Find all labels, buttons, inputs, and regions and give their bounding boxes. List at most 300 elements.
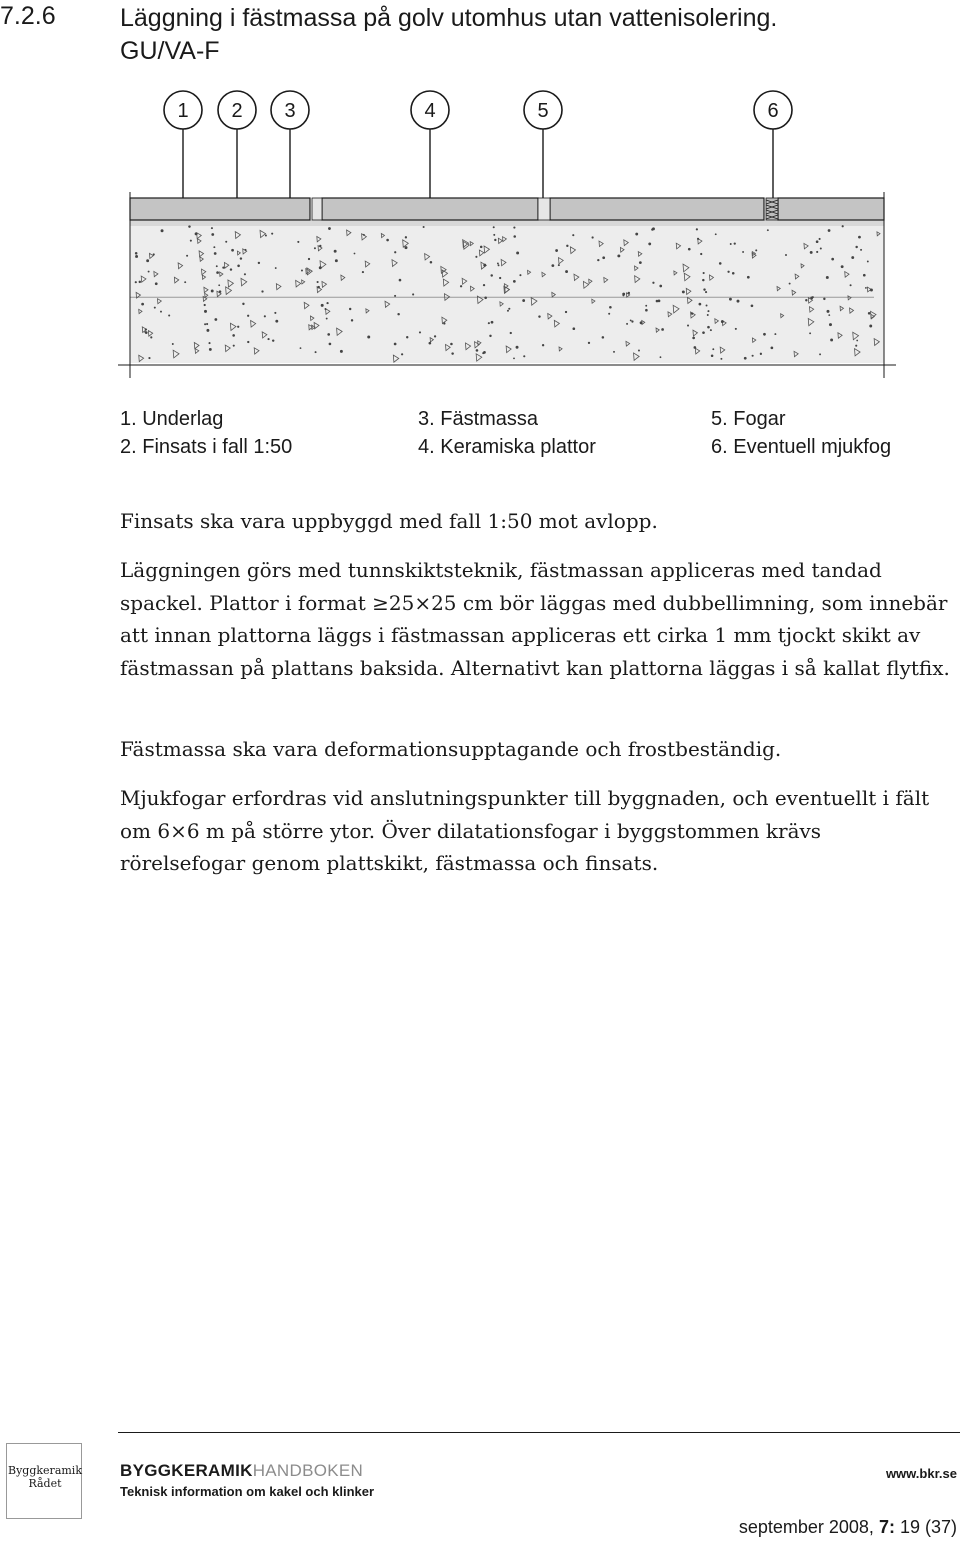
aggregate-grain bbox=[810, 251, 813, 254]
aggregate-grain bbox=[434, 335, 436, 337]
aggregate-grain bbox=[406, 336, 408, 338]
aggregate-grain bbox=[687, 325, 689, 327]
grout-joint bbox=[312, 198, 322, 220]
aggregate-grain bbox=[865, 287, 867, 289]
aggregate-grain bbox=[261, 290, 263, 292]
aggregate-grain bbox=[493, 234, 495, 236]
paragraph: Läggningen görs med tunnskiktsteknik, fästmassan appliceras med tandad spackel. Plattor i format ≥25×25 cm bör läggas med dubbellimning, som innebär att innan plattorna läggs i fästmassan appliceras ett cirka 1 mm tjockt skikt av fästmassan på plattans baksida. Alternativt kan plattorna läggas i så kallat flytfix. bbox=[120, 558, 950, 680]
aggregate-grain bbox=[727, 271, 729, 273]
aggregate-grain bbox=[734, 243, 736, 245]
aggregate-grain bbox=[744, 357, 747, 360]
aggregate-grain bbox=[730, 243, 732, 245]
aggregate-grain bbox=[490, 274, 492, 276]
aggregate-grain bbox=[510, 332, 512, 334]
aggregate-grain bbox=[523, 355, 525, 357]
aggregate-grain bbox=[737, 300, 740, 303]
section-title-line-2: GU/VA-F bbox=[120, 37, 220, 65]
aggregate-grain bbox=[565, 311, 567, 313]
aggregate-grain bbox=[609, 306, 612, 309]
aggregate-grain bbox=[829, 323, 832, 326]
page-date: september 2008, bbox=[738, 1517, 879, 1537]
aggregate-grain bbox=[216, 265, 218, 267]
callout-label: 6 bbox=[767, 100, 779, 122]
aggregate-grain bbox=[349, 308, 351, 310]
aggregate-grain bbox=[272, 339, 274, 341]
aggregate-grain bbox=[751, 304, 754, 307]
aggregate-grain bbox=[363, 234, 365, 236]
legend-item: 6. Eventuell mjukfog bbox=[711, 436, 892, 458]
aggregate-grain bbox=[816, 240, 819, 243]
aggregate-grain bbox=[694, 346, 697, 349]
aggregate-grain bbox=[161, 229, 164, 232]
aggregate-grain bbox=[264, 315, 266, 317]
aggregate-grain bbox=[613, 351, 615, 353]
aggregate-grain bbox=[135, 252, 138, 255]
aggregate-grain bbox=[656, 300, 659, 303]
aggregate-grain bbox=[204, 310, 207, 313]
aggregate-grain bbox=[522, 299, 525, 302]
callout-label: 2 bbox=[231, 100, 243, 122]
aggregate-grain bbox=[774, 333, 776, 335]
aggregate-grain bbox=[831, 258, 834, 261]
aggregate-grain bbox=[513, 357, 515, 359]
callout-label: 1 bbox=[177, 100, 189, 122]
aggregate-grain bbox=[334, 250, 337, 253]
aggregate-grain bbox=[691, 312, 693, 314]
aggregate-grain bbox=[211, 227, 213, 229]
paragraph: Fästmassa ska vara deformationsupptagande och frostbeständig. bbox=[120, 737, 782, 761]
aggregate-grain bbox=[858, 236, 861, 239]
aggregate-grain bbox=[538, 315, 540, 317]
aggregate-grain bbox=[443, 322, 445, 324]
aggregate-grain bbox=[222, 266, 224, 268]
aggregate-grain bbox=[211, 290, 214, 293]
aggregate-grain bbox=[868, 312, 871, 315]
website-link[interactable]: www.bkr.se bbox=[885, 1466, 957, 1481]
aggregate-grain bbox=[230, 268, 232, 270]
aggregate-grain bbox=[362, 271, 364, 273]
aggregate-grain bbox=[483, 284, 485, 286]
aggregate-grain bbox=[451, 352, 453, 354]
aggregate-grain bbox=[265, 234, 267, 236]
aggregate-grain bbox=[186, 255, 188, 257]
aggregate-grain bbox=[565, 270, 568, 273]
aggregate-grain bbox=[856, 340, 858, 342]
aggregate-grain bbox=[719, 262, 722, 265]
aggregate-grain bbox=[863, 274, 866, 277]
section-title bbox=[120, 2, 777, 68]
floor-section-diagram bbox=[0, 80, 960, 380]
aggregate-grain bbox=[204, 323, 206, 325]
callout-label: 5 bbox=[537, 100, 549, 122]
aggregate-grain bbox=[145, 328, 147, 330]
aggregate-grain bbox=[314, 247, 316, 249]
aggregate-grain bbox=[819, 238, 821, 240]
aggregate-grain bbox=[850, 284, 852, 286]
aggregate-grain bbox=[155, 282, 158, 285]
aggregate-grain bbox=[429, 342, 432, 345]
aggregate-grain bbox=[651, 228, 653, 230]
aggregate-grain bbox=[297, 241, 299, 243]
aggregate-grain bbox=[335, 259, 338, 262]
aggregate-grain bbox=[720, 358, 722, 360]
aggregate-grain bbox=[153, 253, 155, 255]
legend-item: 4. Keramiska plattor bbox=[418, 436, 596, 458]
aggregate-grain bbox=[145, 331, 148, 334]
footer-divider bbox=[118, 1432, 960, 1433]
aggregate-grain bbox=[516, 251, 519, 254]
aggregate-grain bbox=[494, 239, 496, 241]
aggregate-grain bbox=[588, 342, 590, 344]
aggregate-grain bbox=[635, 233, 638, 236]
aggregate-grain bbox=[367, 336, 370, 339]
aggregate-grain bbox=[430, 261, 433, 264]
aggregate-grain bbox=[602, 256, 605, 259]
aggregate-grain bbox=[771, 346, 774, 349]
aggregate-grain bbox=[702, 331, 705, 334]
aggregate-grain bbox=[244, 273, 246, 275]
aggregate-grain bbox=[631, 320, 633, 322]
aggregate-grain bbox=[139, 281, 141, 283]
aggregate-grain bbox=[340, 350, 343, 353]
aggregate-grain bbox=[148, 357, 150, 359]
aggregate-grain bbox=[258, 262, 260, 264]
aggregate-grain bbox=[484, 296, 487, 299]
aggregate-grain bbox=[218, 284, 220, 286]
aggregate-grain bbox=[499, 277, 501, 279]
aggregate-grain bbox=[830, 339, 833, 342]
aggregate-grain bbox=[317, 281, 319, 283]
aggregate-grain bbox=[240, 257, 242, 259]
aggregate-grain bbox=[300, 347, 302, 349]
aggregate-grain bbox=[715, 233, 717, 235]
aggregate-grain bbox=[645, 309, 648, 312]
aggregate-grain bbox=[707, 326, 710, 329]
aggregate-grain bbox=[219, 290, 222, 293]
aggregate-grain bbox=[809, 332, 811, 334]
aggregate-grain bbox=[460, 285, 462, 287]
paragraph: Finsats ska vara uppbyggd med fall 1:50 mot avlopp. bbox=[120, 509, 658, 533]
aggregate-grain bbox=[394, 251, 396, 253]
aggregate-grain bbox=[419, 331, 421, 333]
aggregate-grain bbox=[301, 269, 303, 271]
aggregate-grain bbox=[168, 314, 170, 316]
aggregate-grain bbox=[319, 266, 322, 269]
aggregate-grain bbox=[483, 264, 486, 267]
aggregate-grain bbox=[645, 305, 647, 307]
aggregate-grain bbox=[826, 276, 829, 279]
aggregate-grain bbox=[489, 335, 491, 337]
aggregate-grain bbox=[826, 310, 829, 313]
aggregate-grain bbox=[150, 336, 152, 338]
aggregate-grain bbox=[141, 303, 144, 306]
aggregate-grain bbox=[423, 226, 425, 228]
aggregate-grain bbox=[702, 279, 704, 281]
aggregate-grain bbox=[513, 235, 516, 238]
aggregate-grain bbox=[703, 272, 705, 274]
callout-label: 4 bbox=[424, 100, 436, 122]
legend-item: 3. Fästmassa bbox=[418, 408, 539, 430]
aggregate-grain bbox=[707, 310, 709, 312]
grout-joint bbox=[538, 198, 550, 220]
aggregate-grain bbox=[275, 320, 278, 323]
aggregate-grain bbox=[661, 328, 664, 331]
aggregate-grain bbox=[711, 354, 714, 357]
aggregate-grain bbox=[399, 279, 402, 282]
page-chapter: 7: bbox=[878, 1517, 895, 1537]
aggregate-grain bbox=[208, 342, 210, 344]
aggregate-grain bbox=[805, 299, 807, 301]
aggregate-grain bbox=[328, 227, 331, 230]
aggregate-grain bbox=[326, 302, 328, 304]
aggregate-grain bbox=[622, 293, 625, 296]
aggregate-grain bbox=[851, 256, 854, 259]
aggregate-grain bbox=[513, 226, 515, 228]
aggregate-grain bbox=[233, 345, 235, 347]
aggregate-grain bbox=[188, 225, 190, 227]
aggregate-grain bbox=[498, 264, 500, 266]
brand-light: HANDBOKEN bbox=[252, 1461, 364, 1480]
aggregate-grain bbox=[789, 283, 791, 285]
aggregate-grain bbox=[867, 261, 869, 263]
aggregate-grain bbox=[404, 246, 407, 249]
aggregate-grain bbox=[216, 271, 219, 274]
aggregate-grain bbox=[214, 318, 217, 321]
aggregate-grain bbox=[148, 271, 150, 273]
legend-item: 5. Fogar bbox=[711, 408, 786, 430]
aggregate-grain bbox=[154, 307, 156, 309]
aggregate-grain bbox=[638, 350, 640, 352]
aggregate-grain bbox=[747, 276, 750, 279]
aggregate-grain bbox=[823, 298, 825, 300]
aggregate-grain bbox=[855, 246, 857, 248]
aggregate-grain bbox=[597, 259, 599, 261]
aggregate-grain bbox=[172, 343, 174, 345]
legend-column-1 bbox=[120, 405, 292, 461]
aggregate-grain bbox=[401, 353, 403, 355]
aggregate-grain bbox=[386, 239, 389, 242]
aggregate-grain bbox=[351, 319, 353, 321]
aggregate-grain bbox=[706, 305, 708, 307]
aggregate-grain bbox=[190, 240, 192, 242]
aggregate-grain bbox=[652, 282, 654, 284]
aggregate-grain bbox=[482, 352, 484, 354]
aggregate-grain bbox=[755, 249, 757, 251]
aggregate-grain bbox=[507, 310, 509, 312]
aggregate-grain bbox=[732, 272, 735, 275]
legend-item: 1. Underlag bbox=[120, 408, 224, 430]
legend-item: 2. Finsats i fall 1:50 bbox=[120, 436, 293, 458]
aggregate-grain bbox=[315, 351, 317, 353]
aggregate-grain bbox=[211, 233, 214, 236]
aggregate-grain bbox=[319, 245, 321, 247]
aggregate-grain bbox=[324, 308, 326, 310]
aggregate-grain bbox=[225, 241, 227, 243]
callout-label: 3 bbox=[284, 100, 296, 122]
aggregate-grain bbox=[274, 312, 276, 314]
aggregate-grain bbox=[247, 315, 249, 317]
aggregate-grain bbox=[688, 248, 691, 251]
aggregate-grain bbox=[660, 356, 662, 358]
aggregate-grain bbox=[785, 254, 787, 256]
aggregate-grain bbox=[232, 334, 235, 337]
aggregate-grain bbox=[735, 328, 737, 330]
paragraph: Mjukfogar erfordras vid anslutningspunkter till byggnaden, och eventuellt i fält om 6×6 m på större ytor. Över dilatationsfogar i byggstommen krävs rörelsefogar genom plattskikt, fästmassa och finsats. bbox=[120, 786, 930, 875]
aggregate-grain bbox=[869, 325, 872, 328]
aggregate-grain bbox=[639, 261, 642, 264]
aggregate-grain bbox=[870, 289, 873, 292]
ceramic-tile bbox=[322, 198, 538, 220]
ceramic-tile bbox=[550, 198, 764, 220]
aggregate-grain bbox=[493, 226, 495, 228]
aggregate-grain bbox=[135, 281, 137, 283]
aggregate-grain bbox=[841, 265, 844, 268]
aggregate-grain bbox=[326, 318, 328, 320]
aggregate-grain bbox=[476, 349, 479, 352]
aggregate-grain bbox=[497, 263, 499, 265]
aggregate-grain bbox=[160, 311, 162, 313]
aggregate-grain bbox=[516, 346, 519, 349]
page-number: 19 (37) bbox=[894, 1517, 957, 1537]
brand-bold: BYGGKERAMIK bbox=[120, 1461, 253, 1480]
page-reference bbox=[739, 1517, 957, 1538]
aggregate-grain bbox=[742, 251, 744, 253]
aggregate-grain bbox=[707, 314, 709, 316]
aggregate-grain bbox=[648, 242, 651, 245]
aggregate-grain bbox=[729, 298, 732, 301]
aggregate-grain bbox=[475, 256, 477, 258]
aggregate-grain bbox=[354, 253, 356, 255]
aggregate-grain bbox=[697, 238, 699, 240]
aggregate-grain bbox=[508, 308, 510, 310]
aggregate-grain bbox=[810, 297, 813, 300]
aggregate-grain bbox=[491, 321, 494, 324]
aggregate-grain bbox=[275, 267, 277, 269]
aggregate-grain bbox=[710, 329, 712, 331]
aggregate-grain bbox=[721, 320, 724, 323]
aggregate-grain bbox=[842, 225, 844, 227]
adhesive-layer bbox=[130, 220, 884, 226]
aggregate-grain bbox=[405, 236, 407, 238]
ceramic-tile bbox=[778, 198, 884, 220]
aggregate-grain bbox=[206, 329, 209, 332]
aggregate-grain bbox=[819, 353, 821, 355]
aggregate-grain bbox=[237, 326, 239, 328]
aggregate-grain bbox=[394, 295, 396, 297]
aggregate-grain bbox=[630, 319, 632, 321]
aggregate-grain bbox=[135, 255, 138, 258]
aggregate-grain bbox=[206, 323, 208, 325]
brand-name bbox=[120, 1461, 363, 1481]
aggregate-grain bbox=[308, 258, 310, 260]
aggregate-grain bbox=[760, 353, 762, 355]
aggregate-grain bbox=[692, 337, 695, 340]
aggregate-grain bbox=[209, 348, 212, 351]
aggregate-grain bbox=[608, 313, 610, 315]
aggregate-grain bbox=[394, 343, 397, 346]
aggregate-grain bbox=[640, 321, 643, 324]
aggregate-grain bbox=[450, 343, 453, 346]
aggregate-grain bbox=[763, 333, 766, 336]
aggregate-grain bbox=[572, 234, 574, 236]
aggregate-grain bbox=[329, 343, 332, 346]
aggregate-grain bbox=[244, 249, 246, 251]
aggregate-grain bbox=[696, 228, 698, 230]
aggregate-grain bbox=[519, 274, 521, 276]
legend-column-3 bbox=[711, 405, 891, 461]
aggregate-grain bbox=[213, 246, 215, 248]
aggregate-grain bbox=[488, 322, 490, 324]
aggregate-grain bbox=[700, 253, 702, 255]
aggregate-grain bbox=[682, 290, 685, 293]
aggregate-grain bbox=[480, 246, 483, 249]
aggregate-grain bbox=[513, 280, 516, 283]
aggregate-grain bbox=[572, 327, 575, 330]
section-title-line-1: Läggning i fästmassa på golv utomhus utan vattenisolering. bbox=[120, 4, 778, 32]
aggregate-grain bbox=[712, 348, 714, 350]
aggregate-grain bbox=[705, 291, 707, 293]
byggkeramikradet-logo bbox=[6, 1443, 82, 1519]
aggregate-grain bbox=[626, 323, 628, 325]
aggregate-grain bbox=[327, 333, 330, 336]
aggregate-grain bbox=[247, 341, 249, 343]
aggregate-grain bbox=[317, 286, 320, 289]
aggregate-grain bbox=[551, 264, 554, 267]
aggregate-grain bbox=[558, 264, 560, 266]
aggregate-grain bbox=[214, 252, 217, 255]
aggregate-grain bbox=[602, 336, 605, 339]
aggregate-grain bbox=[397, 313, 399, 315]
section-number: 7.2.6 bbox=[0, 2, 56, 30]
aggregate-grain bbox=[828, 229, 831, 232]
aggregate-grain bbox=[592, 236, 594, 238]
aggregate-grain bbox=[828, 314, 830, 316]
aggregate-grain bbox=[855, 345, 857, 347]
aggregate-grain bbox=[699, 303, 702, 306]
aggregate-grain bbox=[860, 249, 862, 251]
aggregate-grain bbox=[566, 245, 568, 247]
aggregate-grain bbox=[767, 229, 769, 231]
aggregate-grain bbox=[412, 293, 414, 295]
aggregate-grain bbox=[146, 259, 149, 262]
aggregate-grain bbox=[204, 304, 206, 306]
aggregate-grain bbox=[271, 233, 273, 235]
aggregate-grain bbox=[231, 249, 234, 252]
aggregate-grain bbox=[195, 232, 198, 235]
legend-column-2 bbox=[418, 405, 596, 461]
aggregate-grain bbox=[703, 288, 705, 290]
screed-layer bbox=[130, 223, 884, 363]
aggregate-grain bbox=[820, 247, 822, 249]
aggregate-grain bbox=[321, 304, 324, 307]
ceramic-tile bbox=[130, 198, 310, 220]
logo-text-line: Rådet bbox=[28, 1477, 62, 1490]
logo-text-line: Byggkeramik bbox=[8, 1464, 82, 1477]
aggregate-grain bbox=[617, 254, 620, 257]
aggregate-grain bbox=[555, 249, 558, 252]
aggregate-grain bbox=[184, 281, 186, 283]
aggregate-grain bbox=[752, 355, 754, 357]
aggregate-grain bbox=[628, 292, 630, 294]
aggregate-grain bbox=[542, 344, 544, 346]
aggregate-grain bbox=[267, 338, 269, 340]
aggregate-grain bbox=[242, 303, 244, 305]
aggregate-grain bbox=[816, 251, 818, 253]
aggregate-grain bbox=[659, 285, 662, 288]
section-layers bbox=[118, 192, 896, 378]
brand-tagline: Teknisk information om kakel och klinker bbox=[120, 1484, 375, 1499]
aggregate-grain bbox=[237, 265, 240, 268]
